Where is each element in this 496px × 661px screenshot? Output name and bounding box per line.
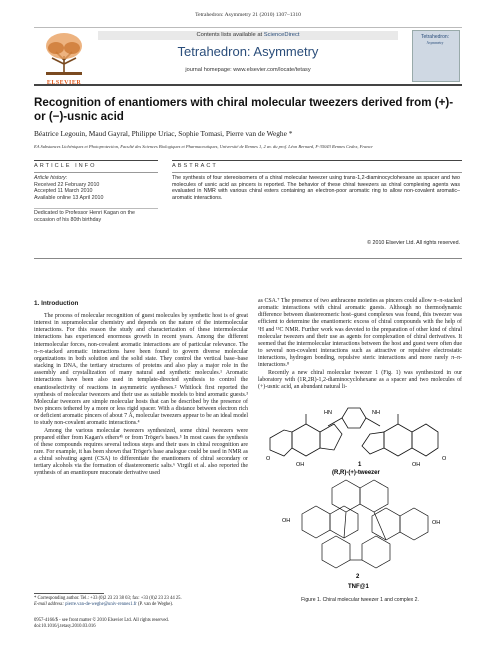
publication-info xyxy=(34,618,248,630)
author-list: Béatrice Legouin, Maud Gayral, Philippe Uriac, Sophie Tomasi, Pierre van de Weghe * xyxy=(34,129,293,138)
atom-label-o-1: O xyxy=(266,456,271,462)
intro-paragraph-1: The process of molecular recognition of guest molecules by synthetic host is of great interest in supramolecular chemistry and depends on the nature of the intermolecular interactions. For this reason the study and characterization of these intermolecular interactions has experienced enormous growth in recent years. Among the different intermolecular forces, non-covalent aromatic interactions are of particular relevance. The π–π-stacked aromatic interactions have been found to govern diverse molecular organizations in both solution and the solid state. They control the vertical base–base stacking in DNA, the tertiary structures of proteins and also play a major role in the assembly and crystallization of many natural and synthetic molecules.¹ Aromatic interactions have been also used in template-directed synthesis to control the enantioselectivity of reactions in asymmetric syntheses.² Whitlock first reported the synthesis of molecular tweezers and their use as suitable models to bind aromatic guests.³ Molecular tweezers are simple molecular hosts that can be described by the presence of two pincers tethered by a more or less rigid spacer. With a distance between electron rich or deficient aromatic pincers of about 7 Å, molecular tweezers appear to be an ideal model to study non-covalent aromatic interactions.⁴ xyxy=(34,313,248,427)
publisher-logo-text: ELSEVIER xyxy=(46,80,82,86)
abstract-rule-top xyxy=(172,160,462,161)
compound-2-label: 2 xyxy=(356,574,360,580)
compound-1-name: (R,R)-(+)-tweezer xyxy=(332,470,380,476)
abstract-rule-bottom xyxy=(34,258,462,259)
intro-paragraph-4: Recently a new chiral molecular tweezer 1 (Fig. 1) was synthesized in our laboratory with (1R,2R)-1,2-diaminocyclohexane as a spacer and two molecules of (+)-usnic acid, an abundant natural li- xyxy=(258,369,462,390)
dedication-line-1: Dedicated to Professor Henri Kagan on the xyxy=(34,210,135,216)
left-column-text xyxy=(34,313,248,478)
tweezer-1-structure xyxy=(270,408,438,456)
abstract-copyright: © 2010 Elsevier Ltd. All rights reserved. xyxy=(367,240,460,246)
email-line xyxy=(34,602,248,608)
atom-label-nh: NH xyxy=(372,410,380,416)
accepted-date: Accepted 11 March 2010 xyxy=(34,188,93,195)
contents-availability: Contents lists available at ScienceDirect xyxy=(196,32,300,38)
complex-tnf-label: TNF@1 xyxy=(348,584,369,590)
atom-label-oh-2: OH xyxy=(412,462,421,468)
issn-line: 0957-4166/$ - see front matter © 2010 Elsevier Ltd. All rights reserved. xyxy=(34,618,169,623)
sciencedirect-link[interactable]: ScienceDirect xyxy=(263,32,300,38)
article-title: Recognition of enantiomers with chiral molecular tweezers derived from (+)- or (−)-usnic acid xyxy=(34,96,454,123)
figure-1-caption: Figure 1. Chiral molecular tweezer 1 and complex 2. xyxy=(301,597,419,603)
abstract-rule xyxy=(172,172,462,173)
right-column-text xyxy=(258,298,462,391)
dedication-line-2: occasion of his 80th birthday xyxy=(34,216,102,223)
complex-2-structure xyxy=(302,480,428,568)
atom-label-oh-1: OH xyxy=(296,462,305,468)
article-info-rule-top xyxy=(34,160,158,161)
elsevier-tree-logo xyxy=(36,30,92,78)
journal-title: Tetrahedron: Asymmetry xyxy=(177,44,319,59)
section-heading-introduction: 1. Introduction xyxy=(34,300,79,307)
abstract-body xyxy=(172,175,460,201)
atom-label-hn: HN xyxy=(324,410,332,416)
email-suffix: (P. van de Weghe). xyxy=(136,601,174,607)
email-link[interactable]: pierre.van-de-weghe@univ-rennes1.fr xyxy=(65,601,137,607)
journal-citation: Tetrahedron: Asymmetry 21 (2010) 1307–1310 xyxy=(195,12,301,18)
dedication xyxy=(34,210,160,223)
atom-label-oh-4: OH xyxy=(432,520,441,526)
email-label: E-mail address: xyxy=(34,601,66,607)
author-affiliation: EA Substances Lichéniques et Photoprotection, Faculté des Sciences Biologiques et Pharmaceutiques, Université de Rennes 1, 2 av. du prof. Léon Bernard, F-35043 Rennes Cedex, France xyxy=(34,144,373,149)
figure-1-chemical-structures xyxy=(262,404,458,594)
article-history xyxy=(34,175,160,201)
online-date: Available online 13 April 2010 xyxy=(34,194,104,201)
journal-homepage-link[interactable]: journal homepage: www.elsevier.com/locate/tetasy xyxy=(185,67,311,73)
abstract-text: The synthesis of four stereoisomers of a chiral molecular tweezer using trans-1,2-diaminocyclohexane as spacer and two molecules of usnic acid as pincers is reported. The behavior of these chiral tweezers as chiral complexing agents was evaluated in NMR with various chiral esters containing an electron-poor aromatic ring to allow non-covalent aromatic–aromatic interactions. xyxy=(172,175,460,201)
corresponding-author-footnote xyxy=(34,596,248,608)
intro-paragraph-2: Among the various molecular tweezers synthesized, some chiral tweezers were prepared either from Kagan's ethers⁴ᵇ or from Tröger's bases.⁵ In most cases the synthesis of these compounds requires several tedious steps and their uses in chiral recognition are rare. For example, it has been shown that Tröger's base analogue could be used in NMR as a chiral solvating agent (CSA) to differentiate the enantiomers of chiral secondary or tertiary alcohols via the formation of diastereomeric salts.⁶ Virgili et al. also reported the synthesis of an enantiopure muconate derivative used xyxy=(34,427,248,477)
footnote-rule xyxy=(34,593,104,594)
article-info-heading: ARTICLE INFO xyxy=(34,163,97,169)
atom-label-oh-3: OH xyxy=(282,518,291,524)
compound-1-label: 1 xyxy=(358,462,362,468)
history-label: Article history: xyxy=(34,175,68,181)
cover-title: Tetrahedron: xyxy=(420,34,450,40)
corresponding-author-contact: * Corresponding author. Tel.: +33 (0)2 23 23 38 03; fax: +33 (0)2 23 23 44 25. xyxy=(34,596,182,601)
article-info-rule xyxy=(34,172,158,173)
received-date: Received 22 February 2010 xyxy=(34,181,100,188)
article-info-divider xyxy=(34,208,158,209)
doi-link[interactable]: doi:10.1016/j.tetasy.2010.03.016 xyxy=(34,623,96,629)
abstract-heading: ABSTRACT xyxy=(172,163,218,169)
intro-paragraph-3: as CSA.⁷ The presence of two anthracene moieties as pincers could allow π–π-stacked aromatic interactions with chiral aromatic guests. Although no thermodynamic difference between diastereomeric host–guest complexes was found, this tweezer was efficient to determine the enantiomeric excess of chiral compounds with the help of ¹H and ¹³C NMR. Further work was devoted to the preparation of other kind of chiral molecular tweezers and their use as agents for complexation of chiral derivatives. It seemed that the intermolecular interactions between the host and guest were often due to several non-covalent interactions such as attractive or repulsive electrostatic interactions, hydrogen bonding, repulsive steric interactions and more rarely π–π-interactions.⁸ xyxy=(258,298,462,369)
atom-label-o-2: O xyxy=(442,456,447,462)
cover-subtitle: Asymmetry xyxy=(426,41,444,45)
